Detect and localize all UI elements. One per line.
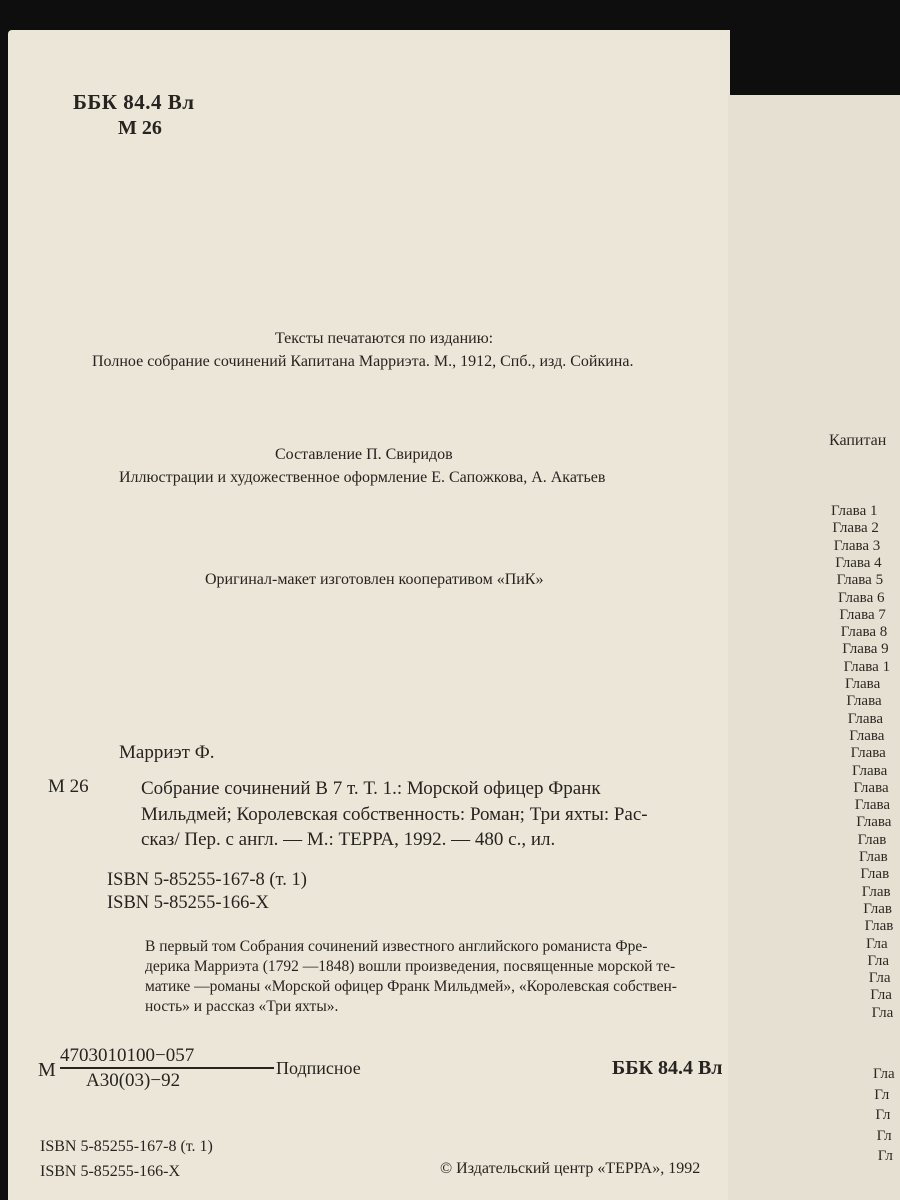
left-page xyxy=(8,30,730,1200)
chapter-entry: Гл xyxy=(875,1107,891,1123)
chapter-entry: Глава xyxy=(856,814,892,831)
isbn-set: ISBN 5-85255-166-X xyxy=(107,893,269,913)
chapter-entry: Гла xyxy=(866,935,888,952)
subscription-label: Подписное xyxy=(276,1058,361,1078)
annotation-line: матике —романы «Морской офицер Франк Мильдмей», «Королевская собствен- xyxy=(145,978,677,995)
chapter-entry: Глава 5 xyxy=(836,572,884,589)
author-mark-top: М 26 xyxy=(118,117,162,139)
chapter-entry: Гла xyxy=(867,952,890,969)
chapter-entry: Глав xyxy=(863,900,892,917)
chapter-entry: Глава xyxy=(852,762,888,779)
index-prefix: М xyxy=(38,1059,56,1081)
catalog-author-mark: М 26 xyxy=(48,776,89,797)
chapter-entry: Глава 6 xyxy=(838,589,885,606)
catalog-line: сказ/ Пер. с англ. — М.: ТЕРРА, 1992. — 480 с., ил. xyxy=(141,829,556,850)
chapter-entry: Глава 2 xyxy=(832,520,879,537)
index-denominator: А30(03)−92 xyxy=(86,1070,181,1091)
layout-credit: Оригинал-макет изготовлен кооперативом «ПиК» xyxy=(205,571,544,588)
chapter-entry: Глав xyxy=(860,866,890,883)
bbk-code-bottom: ББК 84.4 Вл xyxy=(612,1057,723,1079)
chapter-entry: Глава 3 xyxy=(833,537,881,554)
catalog-author: Марриэт Ф. xyxy=(119,742,215,763)
annotation-line: В первый том Собрания сочинений известного английского романиста Фре- xyxy=(145,938,648,955)
chapter-entry: Глава 9 xyxy=(842,641,889,658)
chapter-entry: Глава xyxy=(849,727,885,744)
chapter-entry: Глава 4 xyxy=(835,554,882,571)
chapter-entry: Глава xyxy=(850,745,886,762)
fraction-bar xyxy=(60,1067,274,1069)
chapter-entry: Глава xyxy=(847,710,884,727)
right-page-title: Капитан xyxy=(829,432,887,449)
annotation xyxy=(145,937,677,1017)
catalog-line: Мильдмей; Королевская собственность: Роман; Три яхты: Рас- xyxy=(141,803,648,825)
chapter-entry: Гла xyxy=(870,987,892,1004)
chapter-entry: Глав xyxy=(864,918,894,935)
chapter-entry: Гла xyxy=(871,1004,894,1021)
chapter-entry: Гл xyxy=(874,1086,890,1103)
chapter-entry: Глава xyxy=(845,676,881,692)
source-edition-heading: Тексты печатаются по изданию: xyxy=(275,330,494,347)
chapter-entry: Глава 1 xyxy=(843,658,891,675)
chapter-entry: Глава xyxy=(846,693,882,710)
isbn-volume: ISBN 5-85255-167-8 (т. 1) xyxy=(107,870,307,890)
chapter-entry: Глав xyxy=(857,831,887,848)
compiler-credit: Составление П. Свиридов xyxy=(275,446,453,463)
chapter-entry: Глава 1 xyxy=(831,503,878,519)
chapter-entry: Глав xyxy=(861,883,891,900)
source-edition-details: Полное собрание сочинений Капитана Марриэта. М., 1912, Спб., изд. Сойкина. xyxy=(92,353,634,370)
catalog-line: Собрание сочинений В 7 т. Т. 1.: Морской офицер Франк xyxy=(141,778,601,799)
chapter-entry: Гл xyxy=(877,1148,893,1164)
copyright-notice: © Издательский центр «ТЕРРА», 1992 xyxy=(440,1160,701,1177)
chapter-entry: Глава 8 xyxy=(840,624,888,641)
chapter-entry: Глава 7 xyxy=(839,606,886,623)
illustration-credit: Иллюстрации и художественное оформление Е. Сапожкова, А. Акатьев xyxy=(119,469,606,486)
chapter-entry: Гла xyxy=(873,1066,895,1082)
bbk-code-top: ББК 84.4 Вл xyxy=(73,90,195,114)
chapter-entry: Глава xyxy=(853,779,889,796)
chapter-entry: Глава xyxy=(854,797,891,814)
index-numerator: 4703010100−057 xyxy=(60,1045,195,1066)
isbn-set-bottom: ISBN 5-85255-166-X xyxy=(40,1163,180,1180)
isbn-volume-bottom: ISBN 5-85255-167-8 (т. 1) xyxy=(40,1138,213,1155)
annotation-line: ность» и рассказ «Три яхты». xyxy=(145,998,339,1015)
catalog-description xyxy=(141,776,648,853)
annotation-line: дерика Марриэта (1792 —1848) вошли произведения, посвященные морской те- xyxy=(145,958,676,975)
chapter-entry: Гл xyxy=(876,1127,892,1144)
chapter-entry: Глав xyxy=(859,849,888,865)
chapter-entry: Гла xyxy=(868,970,891,987)
